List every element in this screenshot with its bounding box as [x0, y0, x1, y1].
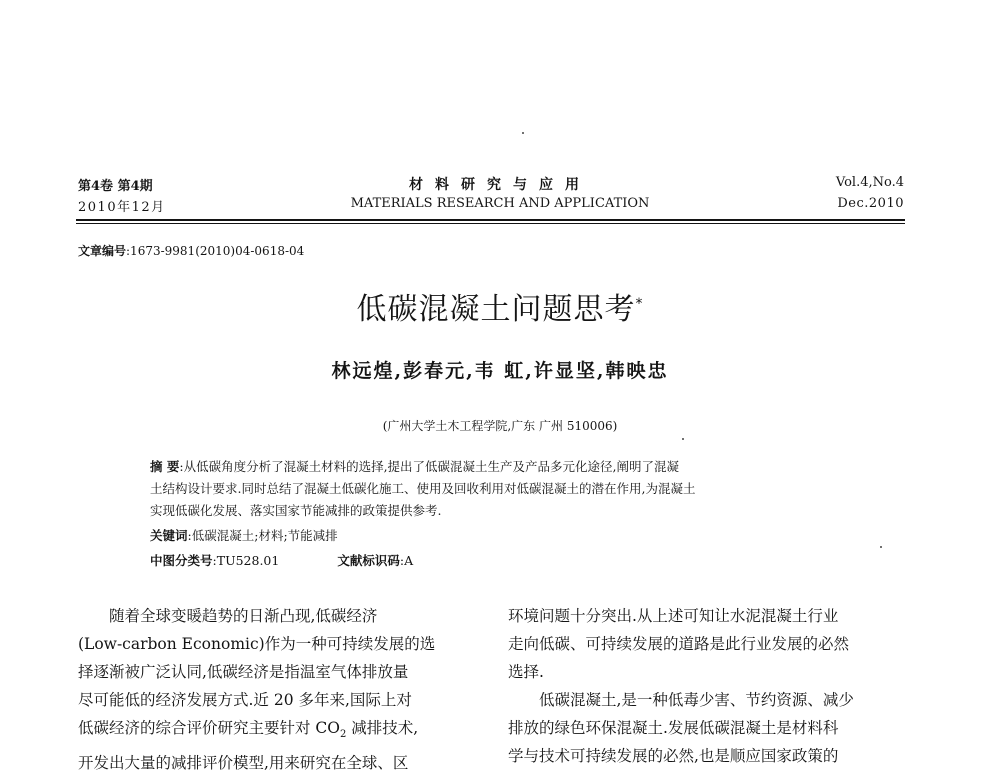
- body-left-line-5: [78, 714, 483, 749]
- article-number-label: 文章编号: [78, 244, 127, 258]
- body-left-line-1: 随着全球变暖趋势的日渐凸现,低碳经济: [109, 607, 378, 625]
- header-volume-cn: 第4卷 第4期: [78, 179, 153, 194]
- doc-code-value: :A: [399, 553, 414, 568]
- journal-name-en: MATERIALS RESEARCH AND APPLICATION: [350, 196, 650, 211]
- abstract-line-3: 实现低碳化发展、落实国家节能减排的政策提供参考.: [150, 503, 442, 518]
- clc-label: 中图分类号: [150, 553, 213, 568]
- scan-speck: [880, 546, 882, 548]
- body-right-line-6: 学与技术可持续发展的必然,也是顺应国家政策的: [508, 747, 839, 765]
- abstract-label: 摘 要: [150, 459, 180, 474]
- header-rule-thin: [76, 223, 905, 224]
- doc-code-label: 文献标识码: [337, 553, 400, 568]
- affiliation: (广州大学土木工程学院,广东 广州 510006): [382, 419, 618, 433]
- body-left-line-4: 尽可能低的经济发展方式.近 20 多年来,国际上对: [78, 691, 412, 709]
- keywords-value: :低碳混凝土;材料;节能减排: [187, 528, 338, 543]
- article-number-value: :1673-9981(2010)04-0618-04: [126, 244, 305, 258]
- classification: [150, 550, 850, 572]
- body-right-line-1: 环境问题十分突出.从上述可知让水泥混凝土行业: [508, 607, 839, 625]
- header-date-en: Dec.2010: [837, 196, 904, 211]
- body-left-line-2: (Low-carbon Economic)作为一种可持续发展的选: [78, 635, 436, 653]
- abstract-line-1: [150, 456, 850, 478]
- body-column-left: [78, 602, 483, 777]
- body-right-line-3: 选择.: [508, 663, 544, 681]
- header-volume-en: Vol.4,No.4: [835, 175, 904, 190]
- title-footnote-mark: *: [635, 296, 644, 312]
- scan-speck: [682, 438, 684, 440]
- co2-subscript: 2: [340, 729, 347, 741]
- author-list: 林远煌,彭春元,韦 虹,许显坚,韩映忠: [331, 360, 669, 382]
- body-left-line-6: 开发出大量的减排评价模型,用来研究在全球、区: [78, 754, 409, 773]
- keywords-label: 关键词: [150, 528, 188, 543]
- body-left-line-5b: 减排技术,: [346, 719, 419, 737]
- body-right-line-4: 低碳混凝土,是一种低毒少害、节约资源、减少: [539, 691, 854, 709]
- body-left-line-5a: 低碳经济的综合评价研究主要针对 CO: [78, 719, 340, 737]
- clc-value: :TU528.01: [212, 553, 280, 568]
- abstract-text-1: :从低碳角度分析了混凝土材料的选择,提出了低碳混凝土生产及产品多元化途径,阐明了混凝: [179, 459, 680, 474]
- body-column-right: [508, 602, 908, 770]
- keywords: [150, 525, 850, 547]
- paper-title-text: 低碳混凝土问题思考: [356, 292, 636, 327]
- abstract-line-2: 土结构设计要求.同时总结了混凝土低碳化施工、使用及回收利用对低碳混凝土的潜在作用,为混凝土: [150, 481, 696, 496]
- body-right-line-5: 排放的绿色环保混凝土.发展低碳混凝土是材料科: [508, 719, 839, 737]
- journal-name-cn: 材料研究与应用: [409, 177, 591, 193]
- scan-speck: [522, 132, 524, 134]
- header-rule-thick: [76, 219, 905, 221]
- body-right-line-2: 走向低碳、可持续发展的道路是此行业发展的必然: [508, 635, 850, 653]
- article-number: [78, 242, 304, 259]
- paper-title: [0, 284, 1000, 328]
- body-left-line-3: 择逐渐被广泛认同,低碳经济是指温室气体排放量: [78, 663, 409, 681]
- header-date-cn: 2010年12月: [78, 200, 166, 215]
